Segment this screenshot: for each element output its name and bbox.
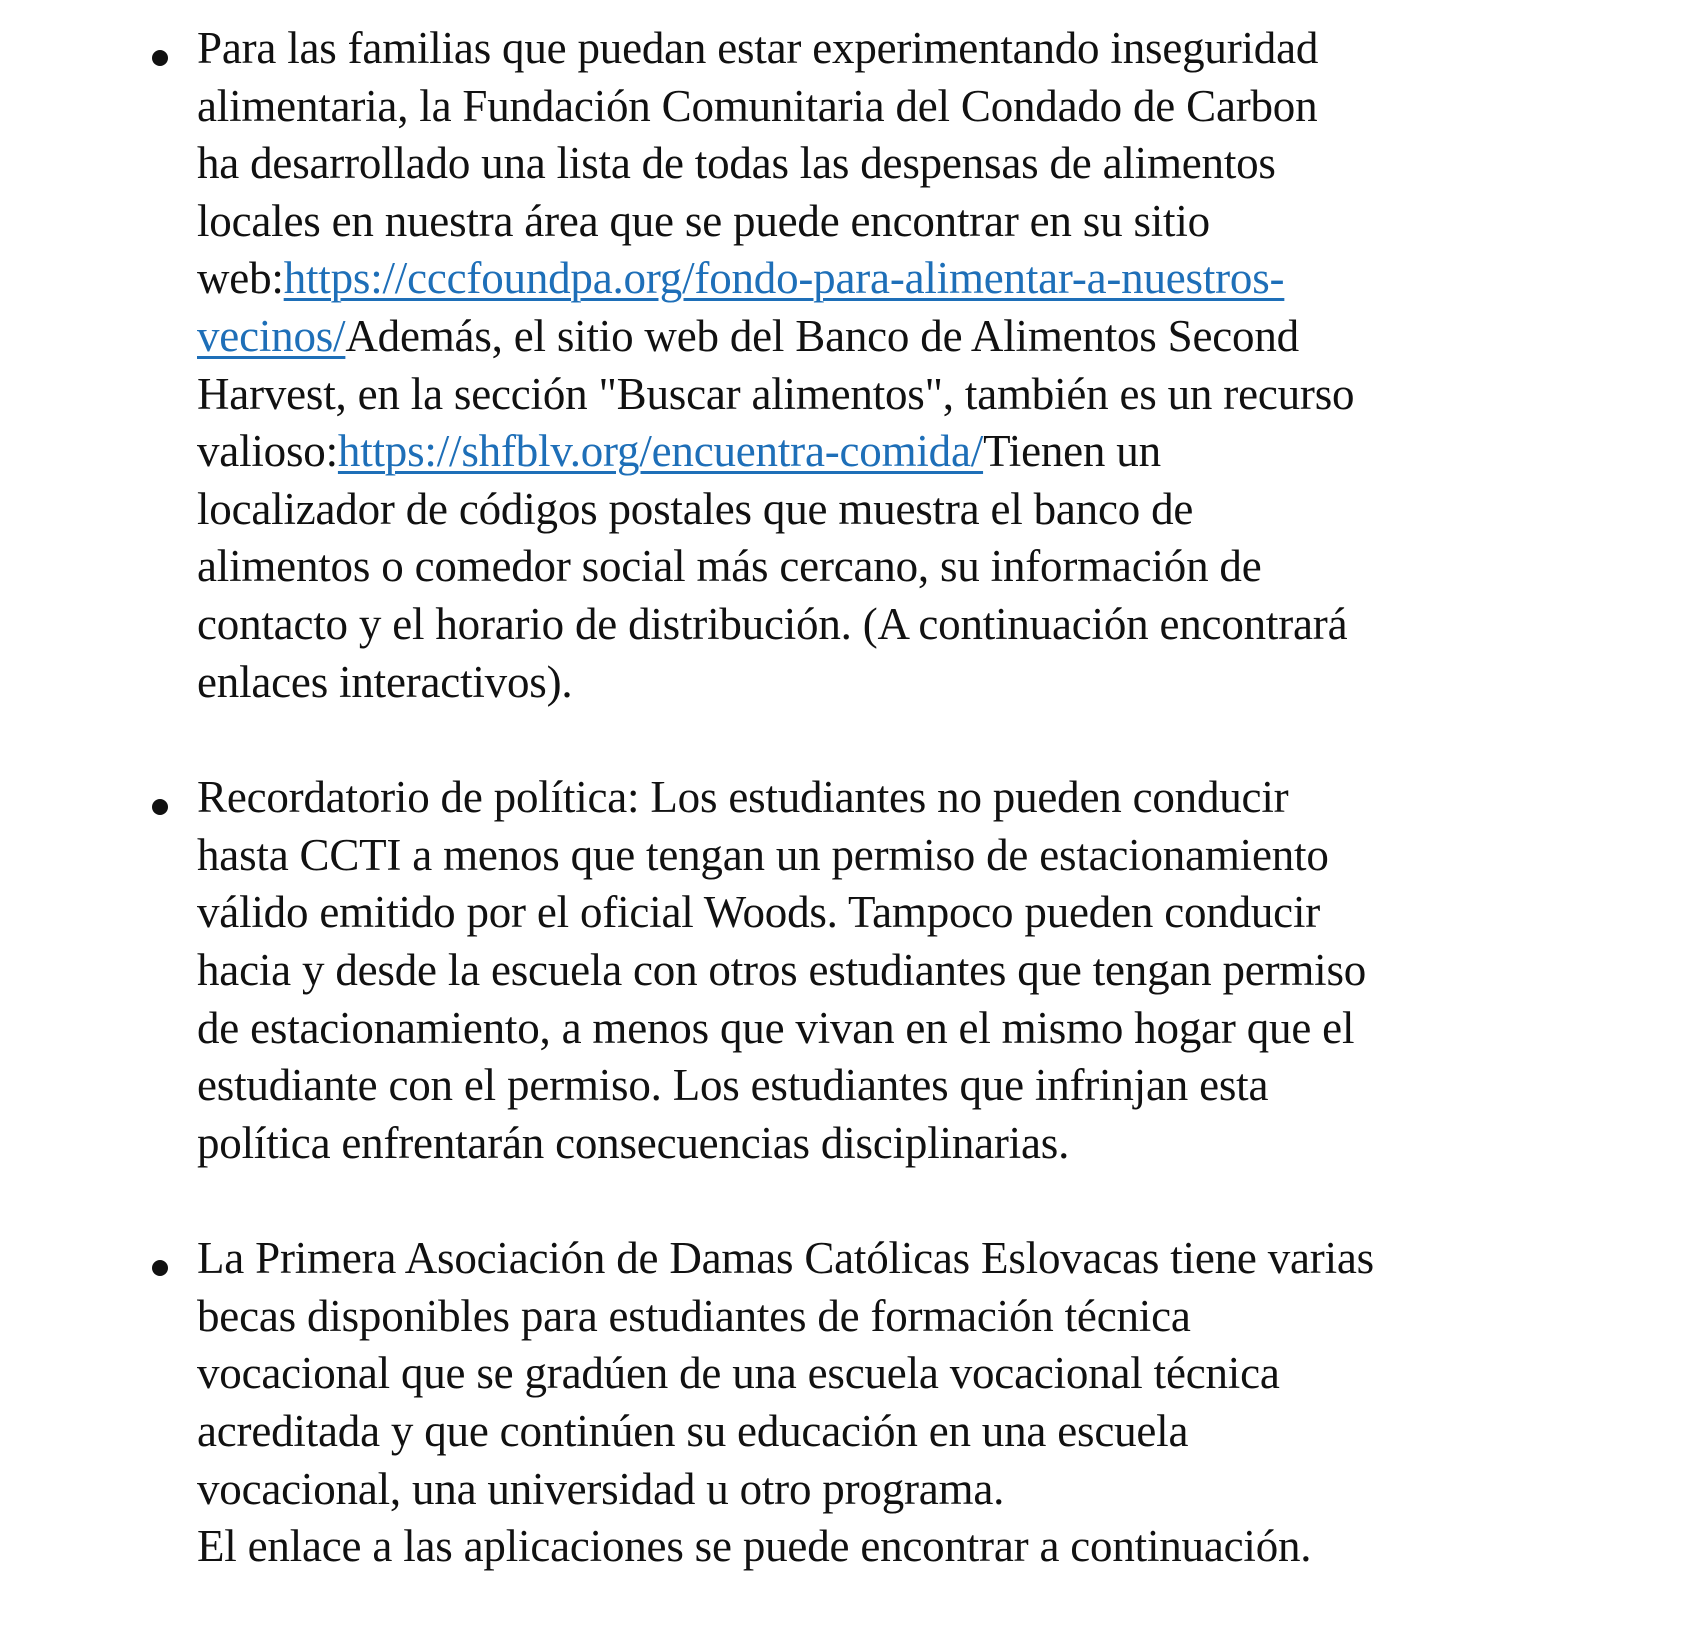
link-prefix: web:: [197, 253, 284, 304]
text-line: La Primera Asociación de Damas Católicas Eslovacas tiene varias: [197, 1233, 1374, 1284]
text-line: Harvest, en la sección "Buscar alimentos", también es un recurso: [197, 368, 1355, 419]
bullet-parking-policy: [150, 769, 1650, 1172]
text-after-link: Además, el sitio web del Banco de Alimentos Second: [345, 310, 1299, 361]
text-line: localizador de códigos postales que muestra el banco de: [197, 483, 1194, 534]
text-line: vocacional que se gradúen de una escuela vocacional técnica: [197, 1348, 1280, 1399]
text-line: válido emitido por el oficial Woods. Tampoco pueden conducir: [197, 887, 1321, 938]
text-line: alimentos o comedor social más cercano, su información de: [197, 541, 1262, 592]
text-line: Recordatorio de política: Los estudiantes no pueden conducir: [197, 772, 1289, 823]
bullet-list: [150, 20, 1650, 1634]
text-line: enlaces interactivos).: [197, 656, 573, 707]
text-line: locales en nuestra área que se puede encontrar en su sitio: [197, 195, 1210, 246]
bullet-icon: [152, 799, 168, 815]
text-line: política enfrentarán consecuencias disciplinarias.: [197, 1117, 1070, 1168]
cccfoundpa-link[interactable]: https://cccfoundpa.org/fondo-para-alimentar-a-nuestros-: [283, 253, 1285, 304]
text-line: El enlace a las aplicaciones se puede encontrar a continuación.: [197, 1521, 1312, 1572]
text-line: [197, 308, 1650, 366]
text-line: vocacional, una universidad u otro programa.: [197, 1463, 1005, 1514]
bullet-icon: [152, 1260, 168, 1276]
text-line: alimentaria, la Fundación Comunitaria del Condado de Carbon: [197, 80, 1318, 131]
text-line: Para las familias que puedan estar experimentando inseguridad: [197, 23, 1319, 73]
bullet-food-insecurity: [150, 20, 1650, 711]
text-after-link: Tienen un: [983, 426, 1161, 477]
text-line: hacia y desde la escuela con otros estudiantes que tengan permiso: [197, 944, 1367, 995]
text-line: ha desarrollado una lista de todas las despensas de alimentos: [197, 138, 1276, 189]
text-line: hasta CCTI a menos que tengan un permiso de estacionamiento: [197, 829, 1329, 880]
text-line: estudiante con el permiso. Los estudiantes que infrinjan esta: [197, 1060, 1269, 1111]
text-line: de estacionamiento, a menos que vivan en el mismo hogar que el: [197, 1002, 1355, 1053]
bullet-icon: [152, 50, 168, 66]
text-line: [197, 250, 1650, 308]
shfblv-link[interactable]: https://shfblv.org/encuentra-comida/: [337, 426, 984, 477]
text-line: acreditada y que continúen su educación en una escuela: [197, 1406, 1189, 1457]
text-line: contacto y el horario de distribución. (A continuación encontrará: [197, 598, 1348, 649]
link-prefix: valioso:: [197, 426, 338, 477]
text-line: becas disponibles para estudiantes de formación técnica: [197, 1290, 1191, 1341]
bullet-scholarships: [150, 1230, 1650, 1576]
cccfoundpa-link-continued[interactable]: vecinos/: [197, 310, 346, 361]
text-line: [197, 423, 1650, 481]
